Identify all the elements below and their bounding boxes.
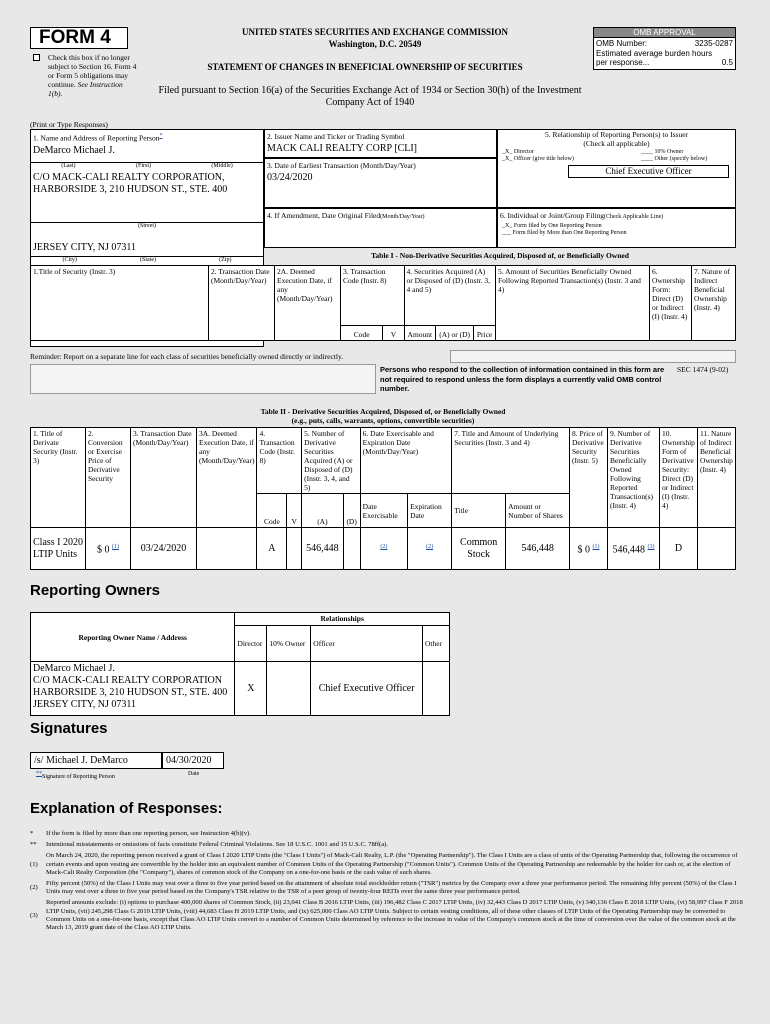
t1-sub-aord: (A) or (D) [436,326,474,341]
t2-row-title: Class I 2020 LTIP Units [31,528,86,570]
t1-sub-amount: Amount [404,326,436,341]
ro-col-name: Reporting Owner Name / Address [31,613,235,662]
t2-row-v [287,528,302,570]
t2-sub-date-ex: Date Exercisable [360,494,407,528]
t2-row-price: $ 0 $^{(1)}$ [86,528,131,570]
filed-pursuant: Filed pursuant to Section 16(a) of the Securities Exchange Act of 1934 or Section 30(h) of the Investment Company Act of 1940 [158,85,582,108]
t2-row-d [343,528,360,570]
box-4-amendment [264,208,497,248]
t1-col2: 2. Transaction Date (Month/Day/Year) [209,266,275,341]
omb-burden: 0.5 [721,58,733,67]
agency-line2: Washington, D.C. 20549 [328,39,422,49]
t2-col9: 9. Number of Derivative Securities Beneficially Owned Following Reported Transaction(s) (Instr. 4) [608,428,660,528]
ro-owner: DeMarco Michael J. C/O MACK-CALI REALTY CORPORATION HARBORSIDE 3, 210 HUDSON ST., STE. 400 JERSEY CITY, NJ 07311 [31,662,235,716]
city-labels: (City) (State) (Zip) [31,256,263,264]
box1-label: 1. Name and Address of Reporting Person* [33,133,163,143]
ro-col-ten: 10% Owner [267,626,311,662]
box5-label: 5. Relationship of Reporting Person(s) to Issuer [544,130,689,139]
table-row [31,528,736,570]
ro-relationships: Relationships [235,613,450,626]
t2-sub-a: (A) [302,494,343,528]
t2-row-und-title: Common Stock [452,528,506,570]
earliest-transaction-date: 03/24/2020 [267,172,313,183]
ro-officer-title: Chief Executive Officer [311,662,423,716]
explanation-heading: Explanation of Responses: [30,800,223,817]
t2-sub-exp: Expiration Date [408,494,452,528]
ro-col-other: Other [422,626,449,662]
t2-col10: 10. Ownership Form of Derivative Security: Direct (D) or Indirect (I) (Instr. 4) [660,428,698,528]
t2-row-date: 03/24/2020 [131,528,197,570]
t2-col4: 4. Transaction Code (Instr. 8) [257,428,302,494]
t2-col8: 8. Price of Derivative Security (Instr. 5) [570,428,608,528]
box3-label: 3. Date of Earliest Transaction (Month/Day/Year) [267,161,416,170]
t2-col1: 1. Title of Derivate Security (Instr. 3) [31,428,86,528]
officer-check: _X_ Officer (give title below) [502,156,574,162]
t2-row-code: A [257,528,287,570]
t2-col11: 11. Nature of Indirect Beneficial Ownership (Instr. 4) [698,428,736,528]
box-5-relationship [497,129,736,208]
director-check: _X_ Director [502,149,534,155]
officer-title: Chief Executive Officer [568,165,729,178]
omb-approval-box [593,27,736,70]
omb-title: OMB APPROVAL [594,28,735,38]
ro-ten-empty [267,662,311,716]
reminder-field [450,350,736,363]
t1-col1: 1.Title of Security (Instr. 3) [31,266,209,341]
sec-number: SEC 1474 (9-02) [677,365,729,374]
table2-title: Table II - Derivative Securities Acquired, Disposed of, or Beneficially Owned [260,407,506,416]
signature-label: **Signature of Reporting Person [36,771,115,780]
checkbox-text: Check this box if no longer subject to Section 16. Form 4 or Form 5 obligations may continue. See Instruction 1(b). [48,53,137,98]
box-2-issuer [264,129,497,158]
ten-percent-check: ____ 10% Owner [641,149,684,155]
list-item: (1) On March 24, 2020, the reporting person received a grant of Class I 2020 LTIP Units (the "Class I Units") of Mack-Cali Realty, L.P. (the "Operating Partnership"). The Class I Units are a class of units of the Operating Partnership that, following the occurrence of certain events and upon vesting are convertible by the holder into an equivalent number of Common Units of the Operating Partnership ("Common Units"). Common Units of the Operating Partnership are redeemable by the holder for cash or, at the election of Mack-Cali Realty Corporation (the "Company"), shares of common stock of the Company on a one-for-one basis or the cash value of such shares. [30,852,738,876]
list-item: ** Intentional misstatements or omissions of facts constitute Federal Criminal Violations. See 18 U.S.C. 1001 and 15 U.S.C. 78ff(a). [30,841,389,849]
left-empty-field [30,364,376,394]
t2-row-deriv-price: $ 0 $^{(1)}$ [570,528,608,570]
t1-col7: 7. Nature of Indirect Beneficial Ownership (Instr. 4) [692,266,736,341]
t1-col6: 6. Ownership Form: Direct (D) or Indirect (I) (Instr. 4) [650,266,692,341]
t2-sub-amount: Amount or Number of Shares [506,494,570,528]
explanation-list [30,830,746,932]
ro-col-director: Director [235,626,267,662]
t2-row-form: D [660,528,698,570]
reporting-owners-table [30,612,450,716]
omb-burden-label: Estimated average burden hours per response... [596,49,713,67]
t1-sub-code: Code [341,326,383,341]
list-item: (2) Fifty percent (50%) of the Class I Units may vest over a three to five year period based on the attainment of absolute total stockholder return ("TSR") metrics by the Company over a three year performance period. The remaining fifty percent (50%) of the Class I Units may vest over a three to five year period based on the Company's TSR relative to the TSR of a peer group of twenty-four REITs over the same three year performance period. [30,880,737,896]
t2-col5: 5. Number of Derivative Securities Acquired (A) or Disposed of (D) (Instr. 3, 4, and 5) [302,428,361,494]
t1-col5: 5. Amount of Securities Beneficially Owned Following Reported Transaction(s) (Instr. 3 and 4) [496,266,650,341]
box6-label: 6. Individual or Joint/Group Filing(Check Applicable Line) [500,211,664,220]
t2-row-date-ex: (2) [360,528,407,570]
list-item: (3) Reported amounts exclude: (i) options to purchase 400,000 shares of Common Stock, (ii) 23,041 Class B 2016 LTIP Units, (iii) 196,482 Class C 2017 LTIP Units, (iv) 32,443 Class D 2017 LTIP Units, (v) 340,136 Class E 2018 LTIP Units, (vi) 58,997 Class F 2018 LTIP Units, (vii) 245,298 Class G 2019 LTIP Units, (viii) 44,683 Class H 2019 LTIP Units, and (ix) 625,000 Class AO LTIP Units. Subject to certain vesting conditions, all of these other classes of LTIP Units of the Operating Partnership may be converted to Common Units on a one-for-one basis, except that Class AO LTIP Units convert to a number of Common Units determined by reference to the increase in value of the Company's common stock at the time of conversion over the value of the common stock at the March 13, 2019 grant date of the Class AO LTIP Units. [30,899,743,932]
t1-sub-price: Price [474,326,496,341]
t2-row-amount-a: 546,448 [302,528,343,570]
print-type: (Print or Type Responses) [30,120,108,129]
ro-director-x: X [235,662,267,716]
filing-line2: ___ Form filed by More than One Reporting Person [502,230,627,236]
t2-col2: 2. Conversion or Exercise Price of Derivative Security [86,428,131,528]
street-label: (Street) [31,222,263,230]
filing-line1: _X_ Form filed by One Reporting Person [502,223,602,229]
omb-number: 3235-0287 [694,39,733,48]
t2-row-und-amount: 546,448 [506,528,570,570]
box2-label: 2. Issuer Name and Ticker or Trading Symbol [267,132,405,141]
table2-subtitle: (e.g., puts, calls, warrants, options, convertible securities) [291,416,475,425]
table-2-derivative [30,427,736,570]
reminder-text: Reminder: Report on a separate line for each class of securities beneficially owned directly or indirectly. [30,352,344,361]
t2-col6: 6. Date Exercisable and Expiration Date (Month/Day/Year) [360,428,452,494]
box5-sub: (Check all applicable) [583,139,650,148]
reporting-person-name: DeMarco Michael J. [33,144,115,156]
agency-line1: UNITED STATES SECURITIES AND EXCHANGE COMMISSION [242,27,508,37]
ro-other-empty [422,662,449,716]
t2-col3a: 3A. Deemed Execution Date, if any (Month/Day/Year) [197,428,257,528]
city-state-zip: JERSEY CITY, NJ 07311 [33,241,136,253]
statement-title: STATEMENT OF CHANGES IN BENEFICIAL OWNERSHIP OF SECURITIES [207,62,523,72]
no-longer-subject-checkbox[interactable] [33,54,40,61]
omb-number-label: OMB Number: [596,39,648,48]
other-check: ____ Other (specify below) [641,156,708,162]
list-item: * If the form is filed by more than one reporting person, see Instruction 4(b)(v). [30,830,251,837]
t1-col3: 3. Transaction Code (Instr. 8) [341,266,405,326]
reporting-owners-heading: Reporting Owners [30,582,161,599]
reporting-person-address: C/O MACK-CALI REALTY CORPORATION, HARBORSIDE 3, 210 HUDSON ST., STE. 400 [33,171,228,195]
t2-row-exp: (2) [408,528,452,570]
t1-sub-v: V [383,326,404,341]
signatures-heading: Signatures [30,720,108,737]
t2-col7: 7. Title and Amount of Underlying Securities (Instr. 3 and 4) [452,428,570,494]
signature-date: 04/30/2020 [162,752,224,769]
table1-title: Table I - Non-Derivative Securities Acquired, Disposed of, or Beneficially Owned [371,251,629,260]
persons-respond: Persons who respond to the collection of information contained in this form are not required to respond unless the form displays a currently valid OMB control number. [380,365,665,393]
t2-col3: 3. Transaction Date (Month/Day/Year) [131,428,197,528]
t2-sub-d: (D) [343,494,360,528]
t2-sub-v: V [287,494,302,528]
signature-field: /s/ Michael J. DeMarco [30,752,162,769]
box4-label: 4. If Amendment, Date Original Filed(Month/Day/Year) [267,211,425,220]
t1-col4: 4. Securities Acquired (A) or Disposed of (D) (Instr. 3, 4 and 5) [404,266,496,326]
name-labels: (Last) (First) (Middle) [31,162,263,170]
table-1-non-derivative [30,265,736,341]
t2-row-deemed [197,528,257,570]
ro-col-officer: Officer [311,626,423,662]
t2-sub-code: Code [257,494,287,528]
t2-row-owned: 546,448 $^{(3)}$ [608,528,660,570]
t1-col2a: 2A. Deemed Execution Date, if any (Month/Day/Year) [275,266,341,341]
date-label: Date [188,771,200,777]
box-3-earliest-date [264,158,497,208]
t2-row-nature [698,528,736,570]
issuer-name: MACK CALI REALTY CORP [CLI] [267,143,418,154]
t2-sub-title: Title [452,494,506,528]
form-title: FORM 4 [30,27,128,49]
box-6-filing [497,208,736,248]
